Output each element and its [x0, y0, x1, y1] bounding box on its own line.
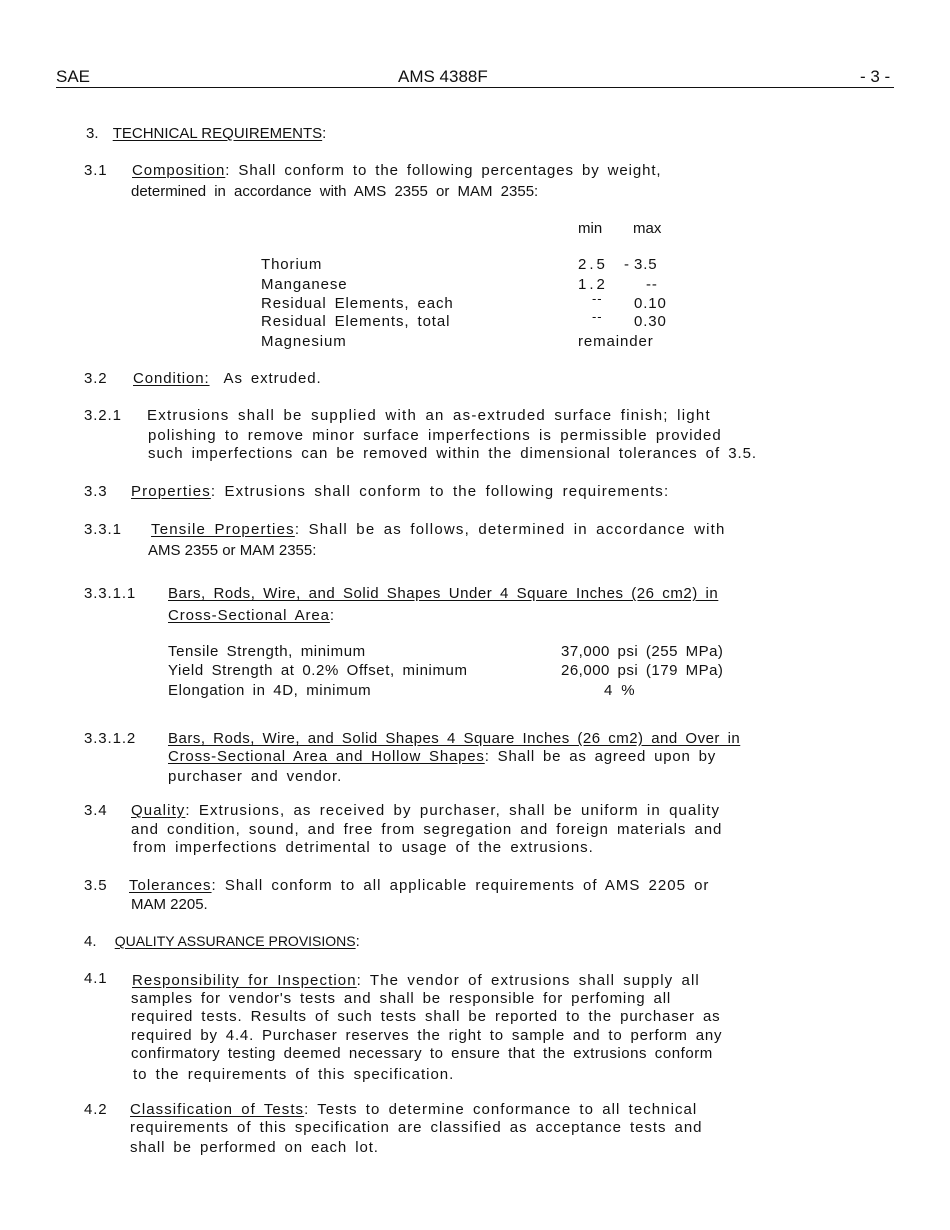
- composition-row-name: Thorium: [261, 256, 323, 273]
- section-4: [84, 933, 360, 950]
- section-3-colon: :: [322, 125, 327, 142]
- section-3-3-1-1-number: 3.3.1.1: [84, 585, 137, 602]
- section-4-colon: :: [355, 933, 360, 950]
- composition-row-max: 0.10: [634, 295, 667, 312]
- section-3-2-title: Condition:: [133, 370, 210, 387]
- section-4-1-line2: samples for vendor's tests and shall be responsible for perfoming all: [131, 990, 672, 1007]
- section-3-2-text: As extruded.: [223, 370, 322, 387]
- section-3-2-line: [133, 370, 322, 387]
- section-3-2-number: 3.2: [84, 370, 108, 387]
- section-3-1-text1: : Shall conform to the following percentages by weight,: [225, 162, 662, 179]
- section-4-2-line2: requirements of this specification are classified as acceptance tests and: [130, 1119, 703, 1136]
- section-3-3-1-text1: : Shall be as follows, determined in accordance with: [294, 521, 726, 538]
- section-3-5-text1: : Shall conform to all applicable requirements of AMS 2205 or: [211, 877, 710, 894]
- section-3-2-1-line3: such imperfections can be removed within the dimensional tolerances of 3.5.: [148, 445, 758, 462]
- section-3: [86, 125, 326, 142]
- section-3-3-line: [131, 483, 669, 500]
- section-3-4-line3: from imperfections detrimental to usage of the extrusions.: [133, 839, 594, 856]
- section-3-3-1-1-title2: Cross-Sectional Area: [168, 607, 330, 624]
- section-4-1-text1: : The vendor of extrusions shall supply all: [356, 972, 700, 989]
- section-3-3-text: : Extrusions shall conform to the following requirements:: [210, 483, 670, 500]
- composition-row-min: --: [592, 309, 603, 324]
- tensile-row-label: Yield Strength at 0.2% Offset, minimum: [168, 662, 468, 679]
- section-3-2-1-line1: Extrusions shall be supplied with an as-extruded surface finish; light: [147, 407, 711, 424]
- section-4-1-title: Responsibility for Inspection: [132, 972, 357, 989]
- section-3-1-line1: [132, 162, 661, 179]
- section-4-2-text1: : Tests to determine conformance to all technical: [304, 1101, 698, 1118]
- composition-row-name: Magnesium: [261, 333, 347, 350]
- section-3-1-title: Composition: [132, 162, 226, 179]
- header-document-number: AMS 4388F: [398, 67, 488, 86]
- section-3-3-1-2-line3: purchaser and vendor.: [168, 768, 343, 785]
- composition-col-min: min: [578, 220, 603, 237]
- section-4-1-line5: confirmatory testing deemed necessary to ensure that the extrusions conform: [131, 1045, 713, 1062]
- section-3-4-line2: and condition, sound, and free from segregation and foreign materials and: [131, 821, 723, 838]
- section-3-1-line2: determined in accordance with AMS 2355 or MAM 2355:: [131, 183, 539, 200]
- section-3-5-number: 3.5: [84, 877, 108, 894]
- section-3-number: 3.: [86, 125, 99, 142]
- section-3-5-line1: [129, 877, 709, 894]
- section-3-2-1-line2: polishing to remove minor surface imperfections is permissible provided: [148, 427, 722, 444]
- section-3-3-1-2-line2: [168, 748, 716, 765]
- composition-row-name: Manganese: [261, 276, 348, 293]
- composition-row-min: --: [592, 291, 603, 306]
- section-4-1-line6: to the requirements of this specification.: [133, 1066, 455, 1083]
- section-3-3-1-2-title2: Cross-Sectional Area and Hollow Shapes: [168, 748, 485, 765]
- header-left: SAE: [56, 67, 91, 86]
- tensile-row-value: 26,000 psi (179 MPa): [561, 662, 724, 679]
- section-3-3-1-2-text2: : Shall be as agreed upon by: [484, 748, 717, 765]
- section-4-1-line4: required by 4.4. Purchaser reserves the right to sample and to perform any: [131, 1027, 723, 1044]
- section-4-1-number: 4.1: [84, 970, 108, 987]
- section-4-2-line3: shall be performed on each lot.: [130, 1139, 379, 1156]
- section-3-3-1-1-title1: Bars, Rods, Wire, and Solid Shapes Under 4 Square Inches (26 cm2) in: [168, 585, 719, 602]
- tensile-row-label: Tensile Strength, minimum: [168, 643, 366, 660]
- composition-row-name: Residual Elements, each: [261, 295, 454, 312]
- section-3-3-1-number: 3.3.1: [84, 521, 122, 538]
- composition-col-max: max: [633, 220, 662, 237]
- section-4-title: QUALITY ASSURANCE PROVISIONS: [114, 933, 356, 949]
- section-3-title: TECHNICAL REQUIREMENTS: [112, 125, 323, 142]
- header-page-number: - 3 -: [860, 67, 891, 86]
- composition-row-min: remainder: [578, 333, 654, 350]
- section-4-2-title: Classification of Tests: [130, 1101, 305, 1118]
- section-4-2-line1: [130, 1101, 697, 1118]
- composition-row-name: Residual Elements, total: [261, 313, 451, 330]
- section-3-2-1-number: 3.2.1: [84, 407, 122, 424]
- section-3-3-1-2-title1: Bars, Rods, Wire, and Solid Shapes 4 Square Inches (26 cm2) and Over in: [168, 730, 741, 747]
- section-3-4-title: Quality: [131, 802, 186, 819]
- section-3-3-title: Properties: [131, 483, 211, 500]
- section-4-2-number: 4.2: [84, 1101, 108, 1118]
- composition-row-max: 0.30: [634, 313, 667, 330]
- composition-row-min: 2.5: [578, 256, 608, 273]
- header-rule: [56, 87, 894, 88]
- section-3-4-line1: [131, 802, 720, 819]
- section-3-3-1-1-title2-line: [168, 607, 335, 624]
- section-3-3-1-title: Tensile Properties: [151, 521, 295, 538]
- composition-row-dash: -: [624, 256, 630, 273]
- section-3-1-number: 3.1: [84, 162, 108, 179]
- composition-row-max: 3.5: [634, 256, 658, 273]
- section-3-3-1-2-number: 3.3.1.2: [84, 730, 137, 747]
- tensile-row-value: 4 %: [604, 682, 636, 699]
- section-3-5-line2: MAM 2205.: [131, 896, 208, 913]
- section-3-3-1-line1: [151, 521, 726, 538]
- section-3-5-title: Tolerances: [129, 877, 212, 894]
- section-4-1-line1: [132, 972, 700, 989]
- section-3-3-1-1-colon: :: [329, 607, 335, 624]
- section-3-3-number: 3.3: [84, 483, 108, 500]
- section-3-4-number: 3.4: [84, 802, 108, 819]
- tensile-row-value: 37,000 psi (255 MPa): [561, 643, 724, 660]
- section-3-3-1-line2: AMS 2355 or MAM 2355:: [148, 542, 317, 559]
- tensile-row-label: Elongation in 4D, minimum: [168, 682, 372, 699]
- section-4-number: 4.: [84, 933, 97, 950]
- section-3-4-text1: : Extrusions, as received by purchaser, shall be uniform in quality: [185, 802, 721, 819]
- composition-row-min: 1.2: [578, 276, 608, 293]
- composition-row-max: --: [646, 276, 658, 293]
- section-4-1-line3: required tests. Results of such tests shall be reported to the purchaser as: [131, 1008, 721, 1025]
